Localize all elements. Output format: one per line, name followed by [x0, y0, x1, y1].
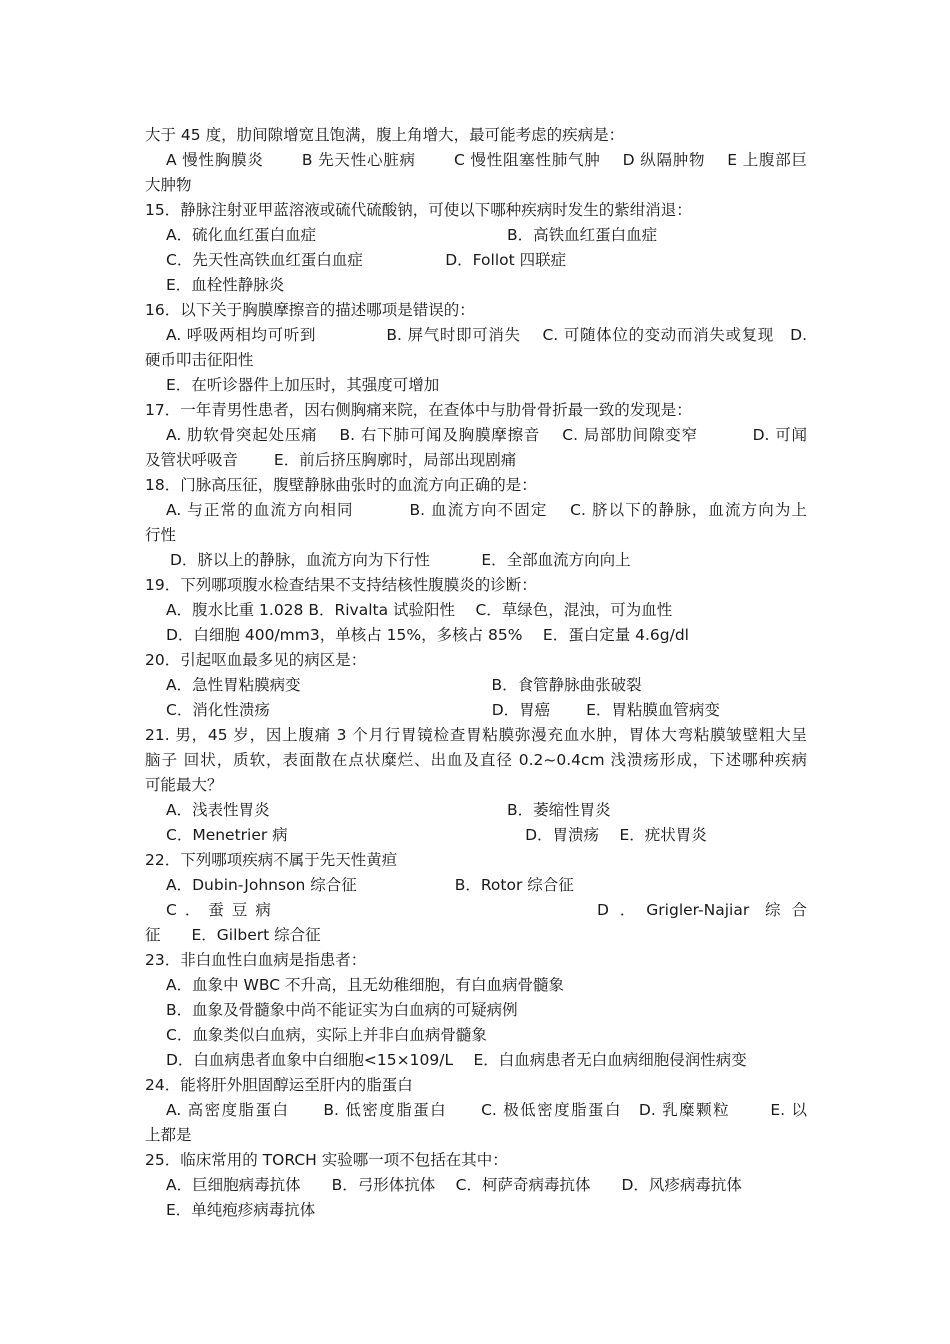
q25-stem: 25．临床常用的 TORCH 实验哪一项不包括在其中： — [145, 1151, 508, 1169]
q21-stem-line2: 脑子 回状，质软，表面散在点状糜烂、出血及直径 0.2~0.4cm 浅溃疡形成，下述哪种疾病 — [145, 751, 807, 769]
q19-stem: 19．下列哪项腹水检查结果不支持结核性腹膜炎的诊断： — [145, 576, 537, 594]
q23-options-de: D．白血病患者血象中白细胞<15×109/L E．白血病患者无白血病细胞侵润性病变 — [166, 1051, 747, 1069]
q22-option-c: C．蚕豆病 — [166, 901, 279, 919]
q23-stem: 23．非白血性白血病是指患者： — [145, 951, 367, 969]
q20-stem: 20．引起呕血最多见的病区是： — [145, 651, 367, 669]
q14-stem-continuation: 大于 45 度，肋间隙增宽且饱满，腹上角增大，最可能考虑的疾病是： — [145, 126, 625, 144]
q18-stem: 18．门脉高压征，腹壁静脉曲张时的血流方向正确的是： — [145, 476, 537, 494]
q15-options-cd: C．先天性高铁血红蛋白血症 D．Follot 四联症 — [166, 251, 567, 269]
q24-stem: 24．能将肝外胆固醇运至肝内的脂蛋白 — [145, 1076, 413, 1094]
q21-options-ab: A．浅表性胃炎 B．萎缩性胃炎 — [166, 801, 611, 819]
q25-option-e: E．单纯疱疹病毒抗体 — [166, 1201, 316, 1219]
q20-options-ab: A．急性胃粘膜病变 B．食管静脉曲张破裂 — [166, 676, 642, 694]
q24-options-continuation: 上都是 — [145, 1126, 192, 1144]
q16-options-continuation: 硬币叩击征阳性 — [145, 351, 254, 369]
q25-options-abcd: A．巨细胞病毒抗体 B．弓形体抗体 C．柯萨奇病毒抗体 D．风疹病毒抗体 — [166, 1176, 742, 1194]
q23-option-b: B．血象及骨髓象中尚不能证实为白血病的可疑病例 — [166, 1001, 518, 1019]
q14-options-continuation: 大肿物 — [145, 176, 192, 194]
q24-options: A. 高密度脂蛋白 B. 低密度脂蛋白 C. 极低密度脂蛋白 D. 乳糜颗粒 E. 以 — [166, 1101, 807, 1119]
q21-stem: 21. 男，45 岁，因上腹痛 3 个月行胃镜检查胃粘膜弥漫充血水肿，胃体大弯粘膜皱壁粗大呈 — [145, 726, 807, 744]
q15-stem: 15．静脉注射亚甲蓝溶液或硫代硫酸钠，可使以下哪种疾病时发生的紫绀消退： — [145, 201, 692, 219]
q19-options-abc: A．腹水比重 1.028 B．Rivalta 试验阳性 C．草绿色，混浊，可为血性 — [166, 601, 673, 619]
q17-options: A. 肋软骨突起处压痛 B. 右下肺可闻及胸膜摩擦音 C. 局部肋间隙变窄 D. 可闻 — [166, 426, 807, 444]
q14-options: A 慢性胸膜炎 B 先天性心脏病 C 慢性阻塞性肺气肿 D 纵隔肿物 E 上腹部巨 — [166, 151, 807, 169]
q16-stem: 16．以下关于胸膜摩擦音的描述哪项是错误的： — [145, 301, 475, 319]
q23-option-c: C．血象类似白血病，实际上并非白血病骨髓象 — [166, 1026, 487, 1044]
q18-options: A. 与正常的血流方向相同 B. 血流方向不固定 C. 脐以下的静脉，血流方向为上 — [166, 501, 807, 519]
q22-stem: 22．下列哪项疾病不属于先天性黄疸 — [145, 851, 398, 869]
q18-options-continuation: 行性 — [145, 526, 177, 544]
q21-options-cde: C．Menetrier 病 D．胃溃疡 E．疣状胃炎 — [166, 826, 707, 844]
q17-options-continuation: 及管状呼吸音 E．前后挤压胸廓时，局部出现剧痛 — [145, 451, 517, 469]
q19-options-de: D．白细胞 400/mm3，单核占 15%，多核占 85% E．蛋白定量 4.6g/dl — [166, 626, 689, 644]
q22-options-ab: A．Dubin-Johnson 综合征 B．Rotor 综合征 — [166, 876, 574, 894]
q22-option-d: D．Grigler-Najiar 综合 — [597, 901, 807, 919]
q15-options-ab: A．硫化血红蛋白血症 B．高铁血红蛋白血症 — [166, 226, 658, 244]
q17-stem: 17．一年青男性患者，因右侧胸痛来院，在查体中与肋骨骨折最一致的发现是： — [145, 401, 692, 419]
q16-option-e: E．在听诊器件上加压时，其强度可增加 — [166, 376, 440, 394]
q16-options: A. 呼吸两相均可听到 B. 屏气时即可消失 C. 可随体位的变动而消失或复现 D. — [166, 326, 807, 344]
q23-option-a: A．血象中 WBC 不升高，且无幼稚细胞，有白血病骨髓象 — [166, 976, 564, 994]
q21-stem-line3: 可能最大？ — [145, 776, 223, 794]
q20-options-cde: C．消化性溃疡 D．胃癌 E．胃粘膜血管病变 — [166, 701, 720, 719]
q15-option-e: E．血栓性静脉炎 — [166, 276, 285, 294]
q22-options-continuation: 征 E．Gilbert 综合征 — [145, 926, 321, 944]
q18-options-de: D．脐以上的静脉，血流方向为下行性 E．全部血流方向向上 — [170, 551, 631, 569]
